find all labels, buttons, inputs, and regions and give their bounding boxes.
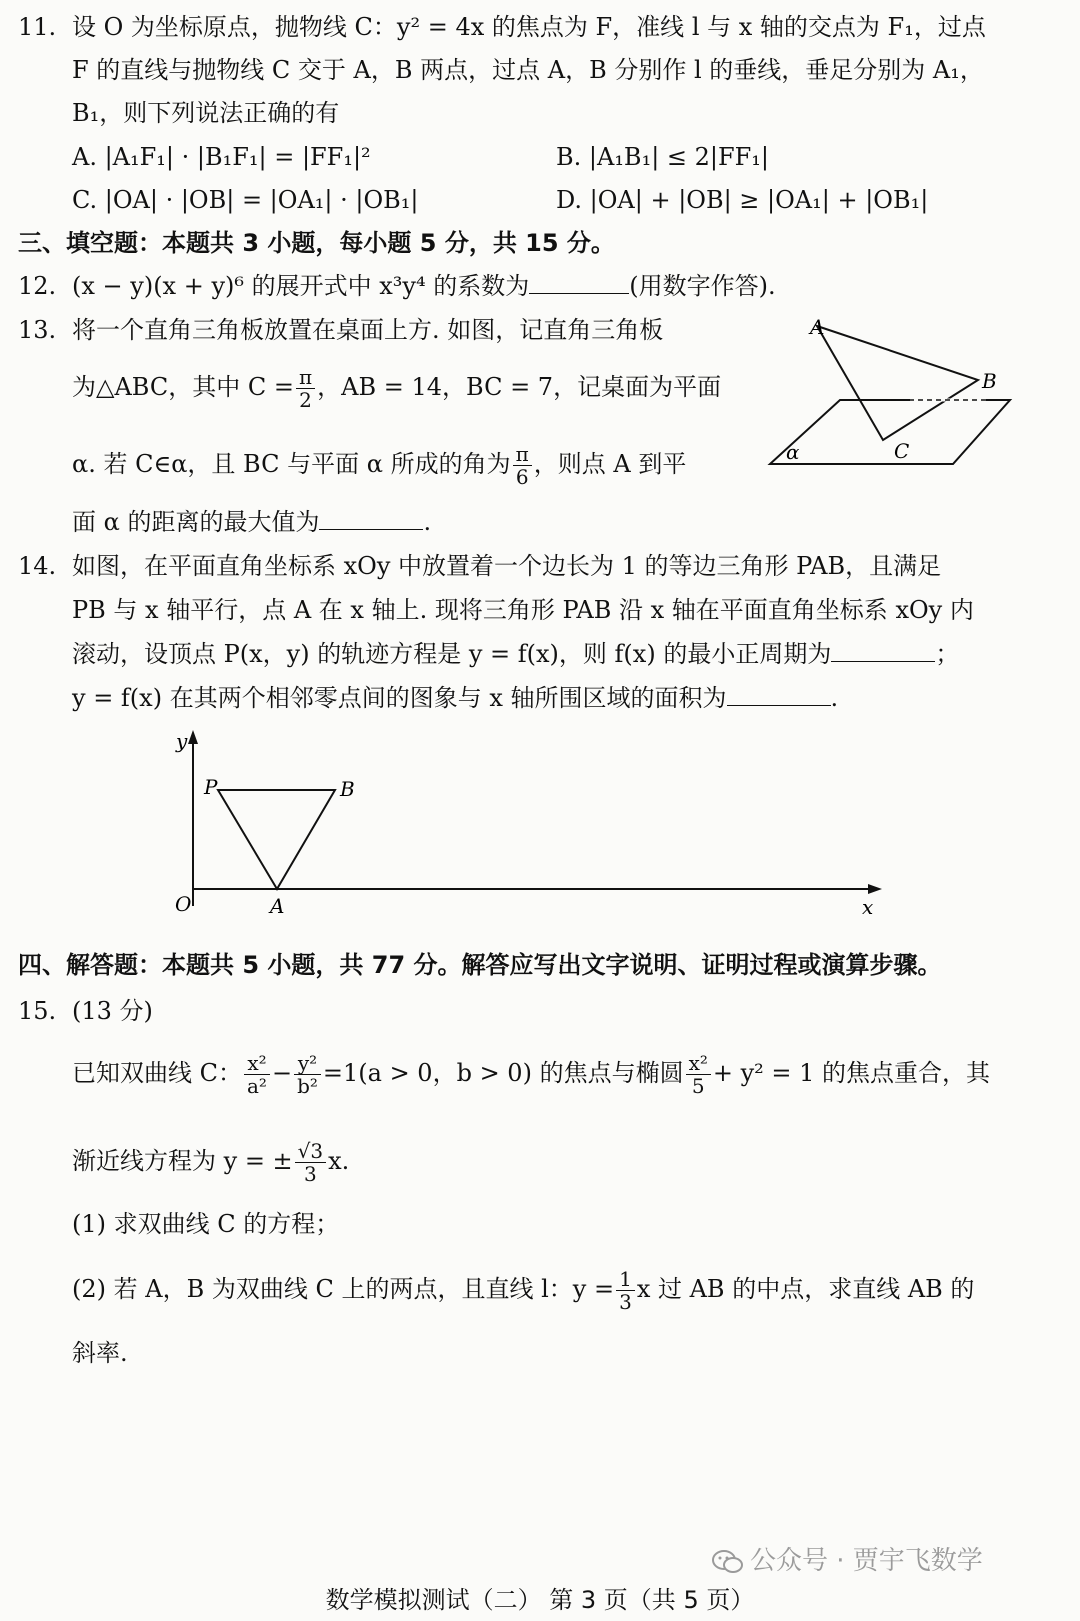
frac-x2-5	[686, 1052, 711, 1097]
wechat-icon	[712, 1549, 744, 1575]
q12-answer-blank	[529, 273, 629, 294]
q13-line4	[72, 505, 431, 539]
section-3-heading: 三、填空题：本题共 3 小题，每小题 5 分，共 15 分。	[18, 229, 615, 257]
q13-line3-after: ，则点 A 到平	[533, 450, 687, 478]
q15-points: (13 分)	[72, 997, 153, 1025]
frac-numerator: √3	[295, 1140, 326, 1163]
q15-l2-b: x.	[328, 1147, 350, 1175]
q14-figure	[160, 726, 900, 926]
label-x: x	[862, 895, 874, 919]
q13-frac-pi-over-6	[513, 443, 532, 488]
label-b: B	[340, 777, 355, 801]
q12-text-after: (用数字作答).	[629, 272, 776, 300]
frac-numerator: 1	[616, 1268, 635, 1291]
frac-one-third	[616, 1268, 635, 1313]
q13-line1: 将一个直角三角板放置在桌面上方. 如图，记直角三角板	[72, 316, 664, 344]
q14-line3-before: 滚动，设顶点 P(x，y) 的轨迹方程是 y = f(x)，则 f(x) 的最小正周期为	[72, 640, 832, 668]
frac-sqrt3-over-3	[295, 1140, 326, 1185]
q15-line1	[72, 1052, 990, 1097]
frac-denominator: 3	[619, 1290, 632, 1314]
q15-line2	[72, 1140, 349, 1185]
q14-line4	[72, 681, 838, 715]
x-axis-arrow	[868, 884, 882, 894]
q14-answer-blank-2	[727, 685, 831, 706]
frac-numerator: x²	[686, 1052, 711, 1075]
label-o: O	[175, 892, 192, 916]
q11-option-b: B. |A₁B₁| ≤ 2|FF₁|	[556, 143, 770, 171]
q13-line4-after: .	[423, 508, 432, 536]
page-footer: 数学模拟测试（二） 第 3 页（共 5 页）	[325, 1586, 755, 1614]
q11-option-d: D. |OA| + |OB| ≥ |OA₁| + |OB₁|	[556, 186, 929, 214]
plane-alpha	[770, 400, 1010, 464]
q15-l1-c: + y² = 1 的焦点重合，其	[712, 1059, 991, 1087]
frac-denominator: a²	[247, 1074, 267, 1098]
q14-line3	[72, 637, 959, 671]
q13-figure	[760, 318, 1020, 478]
q11-option-a: A. |A₁F₁| · |B₁F₁| = |FF₁|²	[72, 143, 371, 171]
frac-denominator: 5	[691, 1074, 705, 1098]
q11-line3: B₁，则下列说法正确的有	[72, 99, 340, 127]
q13-number: 13.	[18, 316, 57, 344]
q15-part2-cont: 斜率.	[72, 1339, 128, 1367]
watermark-text: 公众号 · 贾宇飞数学	[750, 1546, 983, 1576]
q15-l2-a: 渐近线方程为 y = ±	[72, 1147, 293, 1175]
q15-part1: (1) 求双曲线 C 的方程；	[72, 1210, 340, 1238]
frac-numerator: y²	[294, 1052, 321, 1075]
q13-frac-pi-over-2	[296, 366, 315, 411]
section-4-heading: 四、解答题：本题共 5 小题，共 77 分。解答应写出文字说明、证明过程或演算步骤。	[18, 951, 942, 979]
triangle-pab	[218, 790, 335, 889]
q15-part2-a: (2) 若 A，B 为双曲线 C 上的两点，且直线 l：y =	[72, 1275, 615, 1303]
q14-line1: 如图，在平面直角坐标系 xOy 中放置着一个边长为 1 的等边三角形 PAB，且满足	[72, 552, 942, 580]
q14-line3-after: ；	[935, 640, 960, 668]
q13-line2	[72, 366, 721, 411]
q13-line4-before: 面 α 的距离的最大值为	[72, 508, 320, 536]
frac-y2-b2	[294, 1052, 321, 1097]
q13-line2-before: 为△ABC，其中 C =	[72, 373, 294, 401]
frac-numerator: π	[513, 443, 532, 466]
q15-part2-b: x 过 AB 的中点，求直线 AB 的	[636, 1275, 975, 1303]
q13-line3-before: α. 若 C∈α，且 BC 与平面 α 所成的角为	[72, 450, 511, 478]
q12-text	[72, 269, 776, 303]
minus-sign: −	[271, 1059, 293, 1087]
frac-x2-a2	[244, 1052, 270, 1097]
q11-option-c: C. |OA| · |OB| = |OA₁| · |OB₁|	[72, 186, 419, 214]
q15-l1-b: =1(a > 0，b > 0) 的焦点与椭圆	[322, 1059, 684, 1087]
q14-number: 14.	[18, 552, 57, 580]
watermark	[712, 1540, 983, 1577]
q14-line4-before: y = f(x) 在其两个相邻零点间的图象与 x 轴所围区域的面积为	[72, 684, 727, 712]
q14-line2: PB 与 x 轴平行，点 A 在 x 轴上. 现将三角形 PAB 沿 x 轴在平面直角坐标系 xOy 内	[72, 596, 974, 624]
q14-line4-after: .	[830, 684, 839, 712]
label-a: A	[810, 318, 825, 339]
q15-part2	[72, 1268, 974, 1313]
q13-answer-blank	[319, 509, 423, 530]
q11-line1: 设 O 为坐标原点，抛物线 C：y² = 4x 的焦点为 F，准线 l 与 x 轴的交点为 F₁，过点	[72, 13, 986, 41]
q15-number: 15.	[18, 997, 57, 1025]
frac-numerator: x²	[244, 1052, 270, 1075]
frac-numerator: π	[296, 366, 315, 389]
triangle-abc	[817, 326, 978, 440]
q14-answer-blank-1	[831, 641, 935, 662]
q11-number: 11.	[18, 13, 57, 41]
q13-line2-after: ，AB = 14，BC = 7，记桌面为平面	[317, 373, 722, 401]
q15-l1-a: 已知双曲线 C：	[72, 1059, 242, 1087]
q12-text-before: (x − y)(x + y)⁶ 的展开式中 x³y⁴ 的系数为	[72, 272, 530, 300]
label-a: A	[270, 894, 285, 918]
label-p: P	[204, 775, 218, 799]
q12-number: 12.	[18, 272, 57, 300]
label-alpha: α	[786, 440, 800, 464]
q11-line2: F 的直线与抛物线 C 交于 A，B 两点，过点 A，B 分别作 l 的垂线，垂足分别为 A₁，	[72, 56, 984, 84]
frac-denominator: 6	[515, 465, 529, 489]
frac-denominator: b²	[297, 1074, 318, 1098]
frac-denominator: 3	[304, 1162, 317, 1186]
label-b: B	[982, 369, 997, 393]
q13-line3	[72, 443, 686, 488]
frac-denominator: 2	[299, 388, 312, 412]
label-c: C	[894, 439, 910, 463]
y-axis-arrow	[188, 730, 198, 744]
label-y: y	[176, 729, 188, 753]
